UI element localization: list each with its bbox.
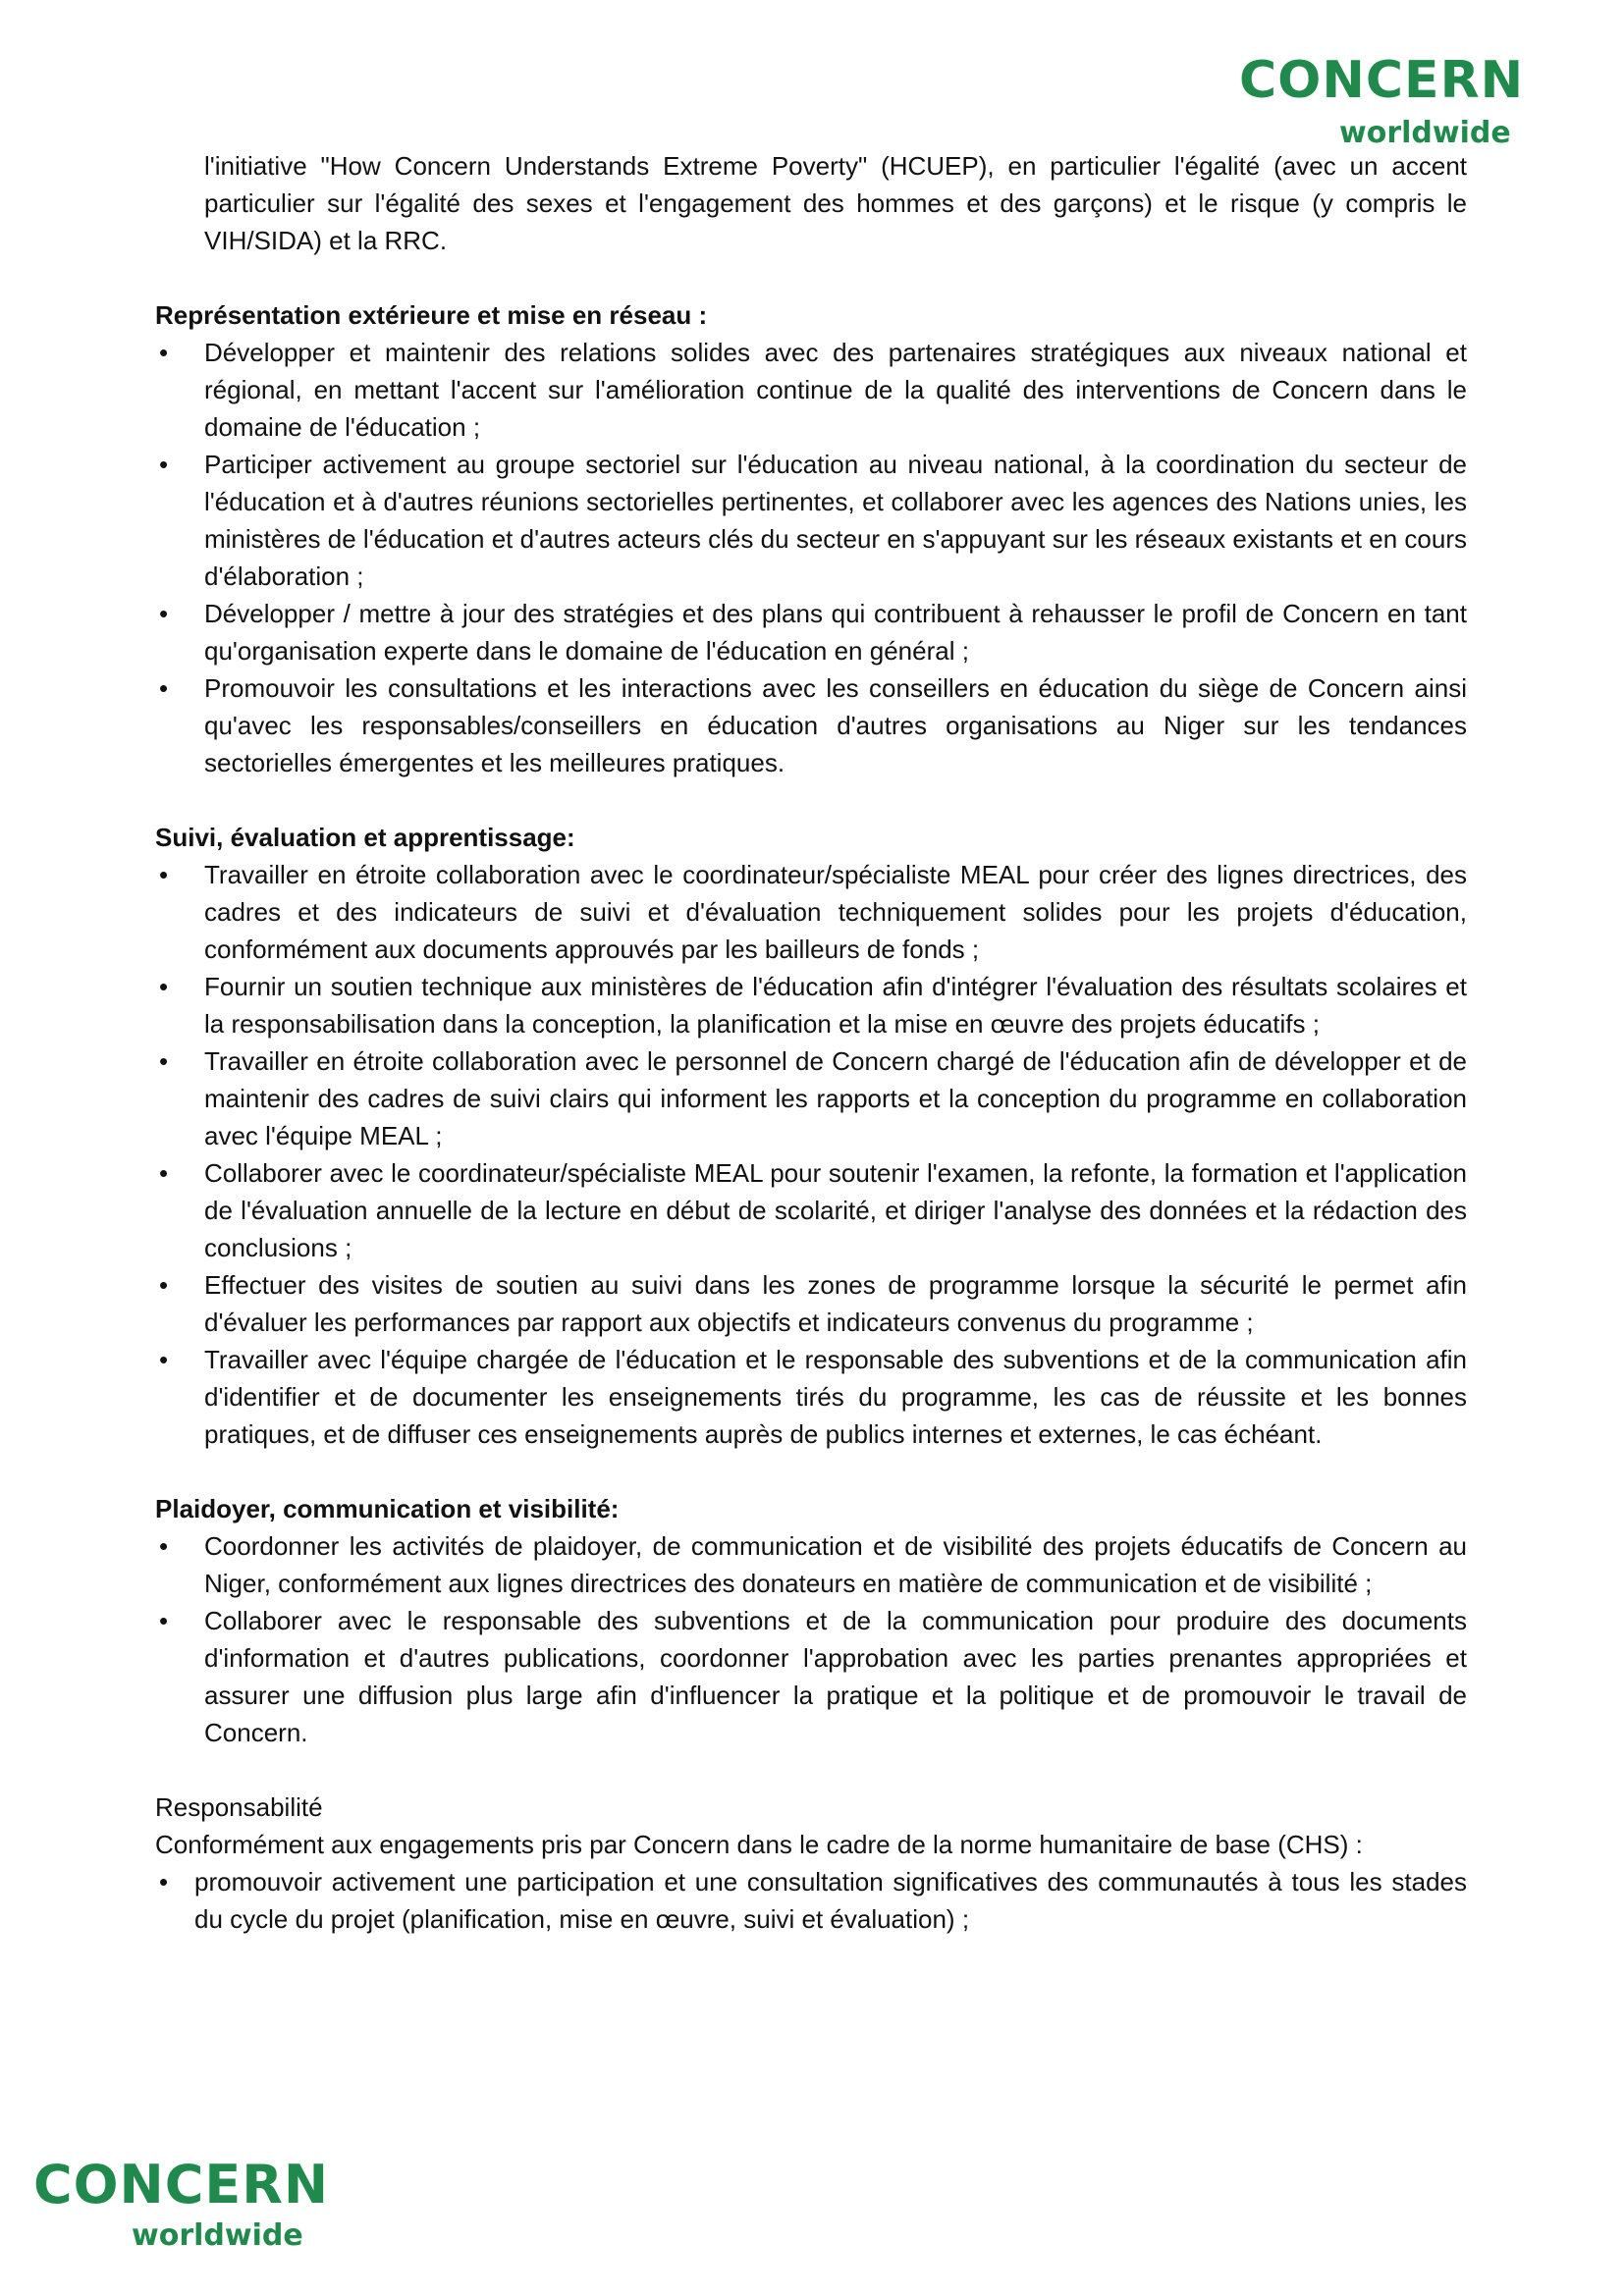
list-advocacy: [155, 1527, 1467, 1751]
list-representation: [155, 334, 1467, 781]
logo-name: CONCERN: [33, 2154, 330, 2216]
accountability-heading: Responsabilité: [155, 1792, 323, 1822]
bullet-icon: •: [159, 1606, 169, 1635]
section-heading-meal: Suivi, évaluation et apprentissage:: [155, 823, 575, 852]
list-item: • Travailler en étroite collaboration avec le coordinateur/spécialiste MEAL pour créer des lignes directrices, des cadres et des indicateurs de suivi et d'évaluation techniquement solides pour les projets d'éducation, conformément aux documents approuvés par les bailleurs de fonds ;: [155, 856, 1467, 968]
list-item: • Effectuer des visites de soutien au suivi dans les zones de programme lorsque la sécurité le permet afin d'évaluer les performances par rapport aux objectifs et indicateurs convenus du programme ;: [155, 1266, 1467, 1341]
list-item: • Collaborer avec le coordinateur/spécialiste MEAL pour soutenir l'examen, la refonte, la formation et l'application de l'évaluation annuelle de la lecture en début de scolarité, et diriger l'analyse des données et la rédaction des conclusions ;: [155, 1154, 1467, 1266]
list-item: • Travailler en étroite collaboration avec le personnel de Concern chargé de l'éducation afin de développer et de maintenir des cadres de suivi clairs qui informent les rapports et la conception du programme en collaboration avec l'équipe MEAL ;: [155, 1042, 1467, 1154]
document-body: [155, 147, 1467, 1938]
concern-logo-top: [1210, 41, 1534, 159]
list-accountability: [155, 1863, 1467, 1938]
bullet-icon: •: [159, 972, 169, 1001]
list-item: • Coordonner les activités de plaidoyer, de communication et de visibilité des projets éducatifs de Concern au Niger, conformément aux lignes directrices des donateurs en matière de communication et de visibilité ;: [155, 1527, 1467, 1602]
intro-continuation: l'initiative "How Concern Understands Extreme Poverty" (HCUEP), en particulier l'égalité (avec un accent particulier sur l'égalité des sexes et l'engagement des hommes et des garçons) et le risque (y compris le VIH/SIDA) et la RRC.: [204, 151, 1467, 255]
list-item: • Promouvoir les consultations et les interactions avec les conseillers en éducation du siège de Concern ainsi qu'avec les responsables/conseillers en éducation d'autres organisations au Niger sur les tendances sectorielles émergentes et les meilleures pratiques.: [155, 669, 1467, 781]
list-item: • promouvoir activement une participation et une consultation significatives des communautés à tous les stades du cycle du projet (planification, mise en œuvre, suivi et évaluation) ;: [155, 1863, 1467, 1938]
section-heading-advocacy: Plaidoyer, communication et visibilité:: [155, 1494, 620, 1523]
bullet-icon: •: [159, 599, 169, 628]
list-item: • Participer activement au groupe sectoriel sur l'éducation au niveau national, à la coordination du secteur de l'éducation et à d'autres réunions sectorielles pertinentes, et collaborer avec les agences des Nations unies, les ministères de l'éducation et d'autres acteurs clés du secteur en s'appuyant sur les réseaux existants et en cours d'élaboration ;: [155, 446, 1467, 595]
bullet-icon: •: [159, 1158, 169, 1188]
bullet-icon: •: [159, 450, 169, 479]
bullet-icon: •: [159, 338, 169, 367]
bullet-icon: •: [159, 1270, 169, 1300]
bullet-icon: •: [159, 1867, 169, 1896]
list-meal: [155, 856, 1467, 1453]
bullet-icon: •: [159, 673, 169, 703]
list-item: • Fournir un soutien technique aux ministères de l'éducation afin d'intégrer l'évaluation des résultats scolaires et la responsabilisation dans la conception, la planification et la mise en œuvre des projets éducatifs ;: [155, 968, 1467, 1042]
logo-name: CONCERN: [1239, 51, 1525, 110]
list-item: • Développer et maintenir des relations solides avec des partenaires stratégiques aux niveaux national et régional, en mettant l'accent sur l'amélioration continue de la qualité des interventions de Concern dans le domaine de l'éducation ;: [155, 334, 1467, 446]
bullet-icon: •: [159, 1345, 169, 1374]
accountability-intro: Conformément aux engagements pris par Concern dans le cadre de la norme humanitaire de base (CHS) :: [155, 1830, 1363, 1859]
concern-logo-bottom: [16, 2130, 330, 2258]
bullet-icon: •: [159, 860, 169, 889]
list-item: • Collaborer avec le responsable des subventions et de la communication pour produire des documents d'information et d'autres publications, coordonner l'approbation avec les parties prenantes appropriées et assurer une diffusion plus large afin d'influencer la pratique et la politique et de promouvoir le travail de Concern.: [155, 1602, 1467, 1751]
section-heading-representation: Représentation extérieure et mise en réseau :: [155, 300, 708, 330]
logo-subtitle: worldwide: [1339, 116, 1511, 150]
bullet-icon: •: [159, 1046, 169, 1076]
list-item: • Développer / mettre à jour des stratégies et des plans qui contribuent à rehausser le profil de Concern en tant qu'organisation experte dans le domaine de l'éducation en général ;: [155, 595, 1467, 669]
logo-subtitle: worldwide: [132, 2218, 303, 2253]
bullet-icon: •: [159, 1531, 169, 1561]
list-item: • Travailler avec l'équipe chargée de l'éducation et le responsable des subventions et de la communication afin d'identifier et de documenter les enseignements tirés du programme, les cas de réussite et les bonnes pratiques, et de diffuser ces enseignements auprès de publics internes et externes, le cas échéant.: [155, 1341, 1467, 1453]
